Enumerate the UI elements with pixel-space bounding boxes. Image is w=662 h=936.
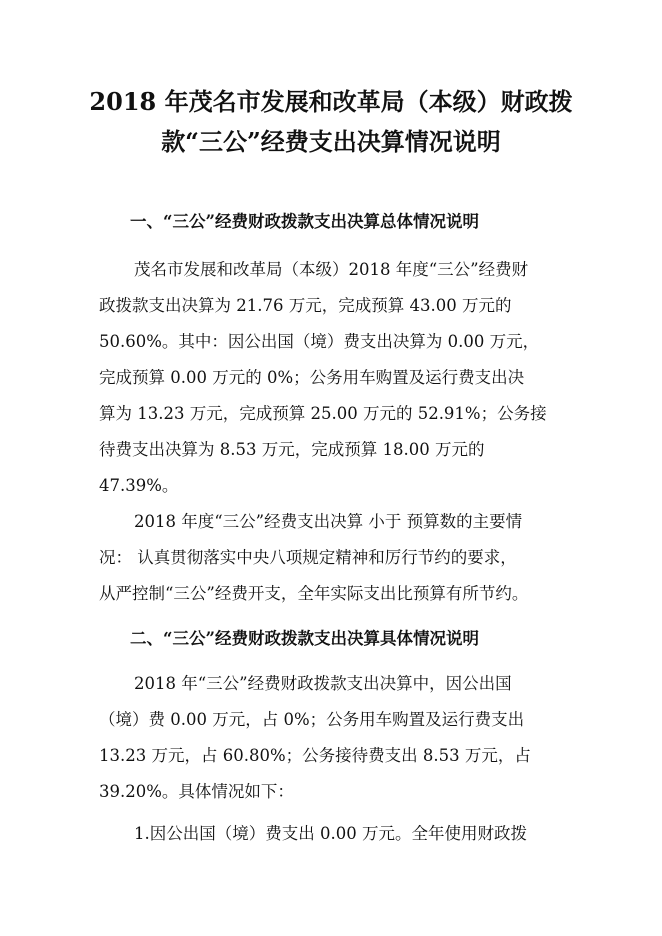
paragraph-line: 2018 年度“三公”经费支出决算 小于 预算数的主要情 (134, 512, 523, 531)
section-2-paragraph-1 (99, 672, 569, 816)
paragraph-line: 47.39%。 (99, 476, 179, 495)
paragraph-line: 1.因公出国（境）费支出 0.00 万元。全年使用财政拨 (134, 824, 527, 843)
title-line-2: 款“三公”经费支出决算情况说明 (161, 127, 501, 156)
paragraph-line: 50.60%。其中：因公出国（境）费支出决算为 0.00 万元， (99, 332, 540, 351)
paragraph-line: 政拨款支出决算为 21.76 万元，完成预算 43.00 万元的 (99, 296, 512, 315)
paragraph-line: 13.23 万元，占 60.80%；公务接待费支出 8.53 万元，占 (99, 746, 531, 765)
paragraph-line: （境）费 0.00 万元，占 0%；公务用车购置及运行费支出 (99, 710, 525, 729)
paragraph-line: 待费支出决算为 8.53 万元，完成预算 18.00 万元的 (99, 440, 485, 459)
section-2-heading: 二、“三公”经费财政拨款支出决算具体情况说明 (130, 629, 479, 648)
document-title (70, 82, 592, 162)
paragraph-line: 茂名市发展和改革局（本级）2018 年度“三公”经费财 (134, 260, 529, 279)
paragraph-line: 39.20%。具体情况如下： (99, 782, 294, 801)
paragraph-line: 从严控制“三公”经费开支，全年实际支出比预算有所节约。 (99, 584, 529, 603)
paragraph-line: 况： 认真贯彻落实中央八项规定精神和厉行节约的要求， (99, 548, 517, 567)
section-1-paragraph-2 (99, 510, 569, 618)
section-2-paragraph-2 (99, 822, 569, 858)
section-1-paragraph-1 (99, 258, 569, 510)
section-1-heading: 一、“三公”经费财政拨款支出决算总体情况说明 (130, 212, 479, 231)
paragraph-line: 算为 13.23 万元，完成预算 25.00 万元的 52.91%；公务接 (99, 404, 547, 423)
paragraph-line: 2018 年“三公”经费财政拨款支出决算中，因公出国 (134, 674, 512, 693)
title-line-1: 2018 年茂名市发展和改革局（本级）财政拨 (89, 87, 573, 116)
paragraph-line: 完成预算 0.00 万元的 0%；公务用车购置及运行费支出决 (99, 368, 525, 387)
